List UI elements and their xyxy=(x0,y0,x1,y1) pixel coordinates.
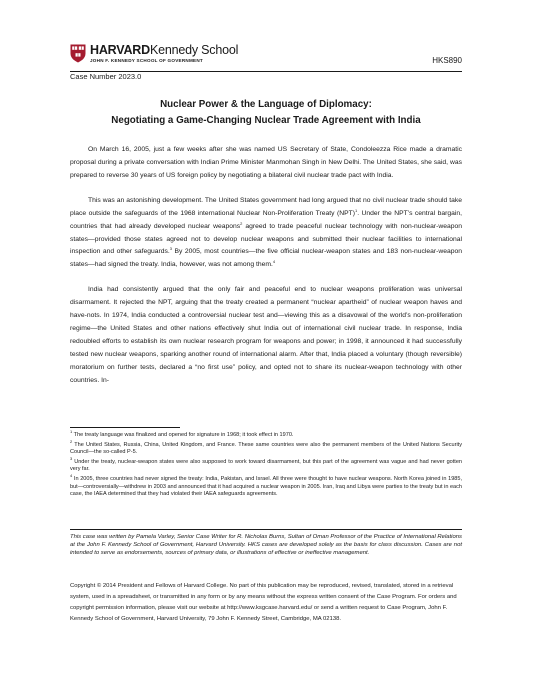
footnote-number: 2 xyxy=(70,438,73,444)
footnote xyxy=(70,429,462,440)
harvard-shield-icon xyxy=(70,44,86,63)
paragraph-2-part-c: agreed to trade peaceful nuclear technology with non-nuclear-weapon states—provided those states agreed not to develop nuclear weapons and submitted their nuclear facilities to international inspection and other safeguards. xyxy=(70,222,462,256)
section-separator xyxy=(70,529,462,530)
paragraph-2-part-a: This was an astonishing development. The United States government had long argued that no civil nuclear trade should take place outside the safeguards of the 1968 international Nuclear Non-Proliferation Treaty (NPT) xyxy=(70,196,462,217)
footnote-ref-4: 4 xyxy=(272,259,276,265)
footnote-text: The treaty language was finalized and opened for signature in 1968; it took effect in 1970. xyxy=(72,432,294,438)
footnote-text: Under the treaty, nuclear-weapon states were also supposed to work toward disarmament, but this part of the agreement was vague and had never gotten very far. xyxy=(70,458,462,473)
footnote-number: 1 xyxy=(70,429,73,435)
logo-wordmark xyxy=(90,44,238,57)
footnote-text: The United States, Russia, China, United Kingdom, and France. These same countries were also the permanent members of the United Nations Security Council—the so-called P-5. xyxy=(70,441,462,456)
footnote-ref-2: 2 xyxy=(240,220,243,226)
title-line-1: Nuclear Power & the Language of Diplomacy: xyxy=(160,99,372,110)
case-number: Case Number 2023.0 xyxy=(70,72,142,81)
footnote xyxy=(70,473,462,499)
footnote xyxy=(70,455,462,474)
case-writer-note: This case was written by Pamela Varley, Senior Case Writer for R. Nicholas Burns, Sultan of Oman Professor of the Practice of International Relations at the John F. Kennedy School of Government, Harvard University. HKS cases are developed solely as the basis for class discussion. Cases are not intended to serve as endorsements, sources of primary data, or illustrations of effective or ineffective management. xyxy=(70,534,462,557)
footnote-ref-1: 1 xyxy=(355,207,358,213)
footnote-number: 3 xyxy=(70,455,73,461)
paragraph-2-part-d: By 2005, most countries—the five official nuclear-weapon states and 183 non-nuclear-weapon states—had signed the treaty. India, however, was not among them. xyxy=(70,248,462,269)
footnotes xyxy=(70,429,462,501)
footnote-rule xyxy=(70,427,180,428)
footnote-number: 4 xyxy=(70,473,73,479)
title-line-2: Negotiating a Game-Changing Nuclear Trade Agreement with India xyxy=(111,115,421,126)
hks-logo xyxy=(70,44,238,70)
page-header xyxy=(70,44,462,72)
logo-subtitle: JOHN F. KENNEDY SCHOOL OF GOVERNMENT xyxy=(90,58,203,63)
body-text xyxy=(70,144,462,400)
footnote xyxy=(70,438,462,457)
footnote-text: In 2005, three countries had never signed the treaty: India, Pakistan, and Israel. All three were thought to have nuclear weapons. North Korea joined in 1985, but—controversially—withdrew in 2003 and announced that it had acquired a nuclear weapon in 2005. Iran, Iraq and Libya were parties to the treaty but in each case, the IAEA determined that they had violated their IAEA safeguards agreements. xyxy=(70,475,462,498)
paragraph-2-part-b: . Under the NPT’s central bargain, countries that had already developed nuclear weapons xyxy=(70,209,462,230)
paragraph-3: India had consistently argued that the only fair and peaceful end to nuclear weapons proliferation was universal disarmament. It rejected the NPT, arguing that the treaty created a permanent “nuclear apartheid” of nuclear weapon haves and have-nots. In 1974, India conducted a controversial nuclear test and—viewing this as a disavowal of the world’s non-proliferation regime—the United States and other nations effectively shut India out of international civil nuclear trade. In response, India redoubled efforts to establish its own nuclear research program for weapons and power; in 1998, it announced it had successfully tested new nuclear weapons, sparking another round of international alarm. After that, India placed a voluntary (though reversible) moratorium on further tests, declared a “no first use” policy, and opted not to share its nuclear-weapon technology with other countries. In- xyxy=(70,286,462,384)
case-code: HKS890 xyxy=(432,56,462,65)
footnote-ref-3: 3 xyxy=(169,246,173,252)
paragraph-1: On March 16, 2005, just a few weeks after she was named US Secretary of State, Condoleezza Rice made a dramatic proposal during a private conversation with Indian Prime Minister Manmohan Singh in New Delhi. The United States, she said, was prepared to reverse 30 years of US foreign policy by negotiating a bilateral civil nuclear trade pact with India. xyxy=(70,146,462,179)
logo-harvard: HARVARD xyxy=(90,43,150,57)
copyright-notice: Copyright © 2014 President and Fellows of Harvard College. No part of this publication may be reproduced, revised, translated, stored in a retrieval system, used in a spreadsheet, or transmitted in any form or by any means without the express written consent of the Case Program. For orders and copyright permission information, please visit our website at http://www.ksgcase.harvard.edu/ or send a written request to Case Program, John F. Kennedy School of Government, Harvard University, 79 John F. Kennedy Street, Cambridge, MA 02138. xyxy=(70,583,457,623)
paragraph-2 xyxy=(70,195,462,272)
logo-kennedy-school: Kennedy School xyxy=(149,43,239,57)
